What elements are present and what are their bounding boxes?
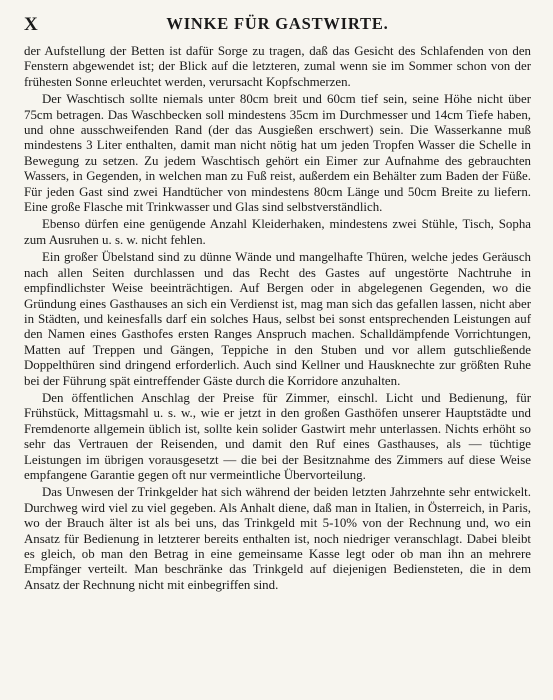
paragraph-furniture: Ebenso dürfen eine genügende Anzahl Kleiderhaken, mindestens zwei Stühle, Tisch, Sopha zum Ausruhen u. s. w. nicht fehlen. xyxy=(24,217,531,247)
page-header xyxy=(24,14,531,40)
paragraph-bed-placement: der Aufstellung der Betten ist dafür Sorge zu tragen, daß das Gesicht des Schlafenden von den Fenstern abgewendet ist; der Blick auf die letzteren, zumal wenn sie im Sommer schon von der frühesten Sonne erleuchtet werden, verursacht Kopfschmerzen. xyxy=(24,44,531,89)
paragraph-price-posting: Den öffentlichen Anschlag der Preise für Zimmer, einschl. Licht und Bedienung, für Frühstück, Mittagsmahl u. s. w., wie er jetzt in den großen Gasthöfen unserer Hauptstädte und Fremdenorte allgemein üblich ist, sollte kein solider Gastwirt mehr unterlassen. Nichts erhöht so sehr das Vertrauen der Reisenden, und damit den Ruf eines Gasthauses, als — tüchtige Leistungen im übrigen vorausgesetzt — die bei der Besitznahme des Zimmers auf diese Weise empfangene Garantie gegen oft nur vermeintliche Übervorteilung. xyxy=(24,390,531,482)
paragraph-tips: Das Unwesen der Trinkgelder hat sich während der beiden letzten Jahrzehnte sehr entwickelt. Durchweg wird viel zu viel gegeben. Als Anhalt diene, daß man in Italien, in Österreich, in Paris, wo der Brauch älter ist als bei uns, das Trinkgeld mit 5-10% von der Rechnung und, wo ein Ansatz für Bedienung in letzterer bereits enthalten ist, noch niedriger veranschlagt. Dabei bleibt es gleich, ob man den Betrag in eine gemeinsame Kasse legt oder ob man ihn an mehrere Empfänger verteilt. Man beschränke das Trinkgeld auf diejenigen Bediensteten, die in dem Ansatz der Rechnung nicht mit einbegriffen sind. xyxy=(24,485,531,592)
running-title: WINKE FÜR GASTWIRTE. xyxy=(166,14,389,33)
body-text xyxy=(24,44,531,593)
paragraph-noise: Ein großer Übelstand sind zu dünne Wände und mangelhafte Thüren, welche jedes Geräusch nach allen Seiten durchlassen und das Recht des Gastes auf ungestörte Nachtruhe in empfindlichster Weise beeinträchtigen. Auf Bergen oder in abgelegenen Gegenden, wo die Gründung eines Gasthauses an sich ein Verdienst ist, mag man sich das gefallen lassen, nicht aber in Städten, und keinesfalls darf ein solches Haus, selbst bei sonst entsprechenden Leistungen auf den Namen eines Gasthofes ersten Ranges Anspruch machen. Schalldämpfende Vorrichtungen, Matten auf Treppen und Gängen, Teppiche in den Stuben und vor allem gutschließende Doppelthüren sind dringend erforderlich. Auch sind Kellner und Hausknechte zur größten Ruhe bei der Führung spät eintreffender Gäste durch die Korridore anzuhalten. xyxy=(24,250,531,388)
paragraph-washstand: Der Waschtisch sollte niemals unter 80cm breit und 60cm tief sein, seine Höhe nicht über 75cm betragen. Das Waschbecken soll mindestens 35cm im Durchmesser und 14cm Tiefe haben, und ohne ausschweifenden Rand (der das Ausgießen erschwert) sein. Die Wasserkanne muß mindestens 3 Liter enthalten, damit man nicht nötig hat um jeden Tropfen Wasser die Schelle in Bewegung zu setzen. Zu jedem Waschtisch gehört ein Eimer zur Aufnahme des gebrauchten Wassers, in Gegenden, in welchen man zu Fuß reist, außerdem ein Behälter zum Baden der Füße. Für jeden Gast sind zwei Handtücher von mindestens 80cm Länge und 50cm Breite zu liefern. Eine große Flasche mit Trinkwasser und Glas sind selbstverständlich. xyxy=(24,92,531,215)
page-number: X xyxy=(24,14,38,35)
